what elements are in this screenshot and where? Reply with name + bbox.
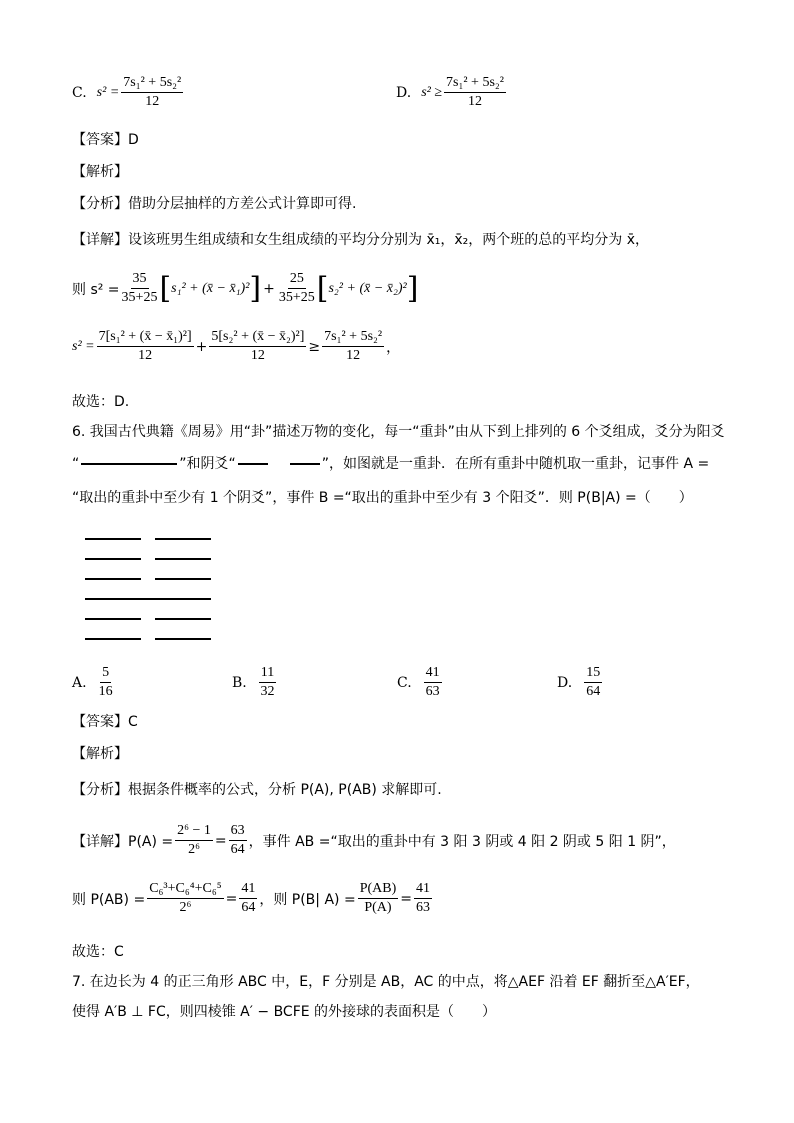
hexagram-figure <box>85 532 213 647</box>
fraction-numerator: 5 <box>100 664 111 683</box>
fraction-numerator: 25 <box>288 270 306 289</box>
equation-prefix: 则 s² = <box>72 281 120 298</box>
yin-yao-symbol <box>238 463 320 465</box>
q6-analysis-heading: 【解析】 <box>72 746 128 762</box>
fraction-numerator: 7s₁² + 5s₂² <box>121 74 183 93</box>
fraction-numerator: P(AB) <box>358 880 399 899</box>
yin-yao-segment <box>85 578 141 580</box>
yang-yao-symbol <box>81 463 177 465</box>
text-segment: ，则 P(B| A) = <box>259 891 356 908</box>
fraction-denominator: 2⁶ <box>188 842 200 857</box>
q7-stem-line-1: 7. 在边长为 4 的正三角形 ABC 中，E，F 分别是 AB，AC 的中点，将△AEF 沿着 EF 翻折至△A′EF， <box>72 974 700 990</box>
fraction-denominator: P(A) <box>364 900 392 915</box>
fraction-numerator: 15 <box>584 664 602 683</box>
yin-yao-segment <box>155 618 211 620</box>
option-lhs: s² ≥ <box>421 84 443 100</box>
fraction-denominator: 12 <box>138 348 153 363</box>
fraction-denominator: 2⁶ <box>179 900 192 915</box>
plus-sign: + <box>263 280 275 297</box>
yin-yao-segment <box>155 558 211 560</box>
equation-fraction <box>175 822 213 859</box>
fraction-numerator: 41 <box>239 880 257 899</box>
text-segment: ，事件 AB =“取出的重卦中有 3 阳 3 阴或 4 阳 2 阴或 5 阳 1 阴”， <box>248 833 676 850</box>
fraction-numerator: 11 <box>259 664 276 683</box>
right-bracket: ] <box>406 270 419 306</box>
q6-stem-line-2 <box>72 454 709 474</box>
option-fraction <box>424 664 442 701</box>
option-fraction <box>121 74 183 111</box>
fraction-denominator: 12 <box>145 94 160 109</box>
right-bracket: ] <box>249 270 262 306</box>
equation-fraction <box>279 270 315 307</box>
equation-fraction <box>358 880 399 917</box>
option-label: C. <box>72 84 87 101</box>
text-segment: ”和阴爻“ <box>179 456 236 472</box>
q6-conclusion: 故选：C <box>72 944 124 960</box>
q6-option-d <box>557 664 604 701</box>
q5-fenxi: 【分析】借助分层抽样的方差公式计算即可得. <box>72 196 357 212</box>
equation-prefix: s² = <box>72 338 95 354</box>
q7-stem-line-2: 使得 A′B ⊥ FC，则四棱锥 A′ − BCFE 的外接球的表面积是（ ） <box>72 1004 497 1020</box>
fraction-denominator: 35+25 <box>278 290 315 305</box>
equals-sign: = <box>214 832 227 849</box>
fraction-denominator: 35+25 <box>121 290 158 305</box>
fraction-numerator: C₆³+C₆⁴+C₆⁵ <box>147 880 223 899</box>
text-segment: ”，如图就是一重卦．在所有重卦中随机取一重卦，记事件 A = <box>321 456 710 472</box>
equation-prefix: 【详解】P(A) = <box>72 833 174 850</box>
fraction-denominator: 64 <box>586 684 601 699</box>
fraction-numerator: 7[s₁² + (x̄ − x̄₁)²] <box>97 328 194 347</box>
equation-fraction <box>147 880 223 917</box>
q6-answer: 【答案】C <box>72 714 138 730</box>
q6-detail-equation <box>72 822 676 859</box>
fraction-numerator: 2⁶ − 1 <box>175 822 213 841</box>
q6-option-c <box>397 664 444 701</box>
yin-yao-segment <box>155 538 211 540</box>
equation-fraction <box>414 880 432 917</box>
bracket-content: s₁² + (x̄ − x̄₁)² <box>171 280 250 296</box>
option-fraction <box>99 664 113 701</box>
q6-stem-line-1: 6. 我国古代典籍《周易》用“卦”描述万物的变化，每一“重卦”由从下到上排列的 6 个爻组成，爻分为阳爻 <box>72 424 725 440</box>
equals-sign: = <box>225 890 238 907</box>
equation-fraction <box>322 328 384 365</box>
yin-yao-segment <box>155 638 211 640</box>
option-label: D. <box>557 674 573 691</box>
equation-fraction <box>229 822 247 859</box>
q5-option-d <box>396 74 508 111</box>
fraction-numerator: 41 <box>414 880 432 899</box>
option-label: C. <box>397 674 412 691</box>
q6-pab-equation <box>72 880 434 917</box>
yin-yao-segment <box>85 538 141 540</box>
fraction-numerator: 35 <box>131 270 149 289</box>
q6-fenxi: 【分析】根据条件概率的公式，分析 P(A), P(AB) 求解即可. <box>72 782 442 798</box>
option-label: A. <box>72 674 87 691</box>
fraction-denominator: 12 <box>346 348 361 363</box>
fraction-denominator: 12 <box>468 94 482 109</box>
fraction-denominator: 16 <box>98 684 113 699</box>
fraction-denominator: 12 <box>250 348 265 363</box>
q5-conclusion: 故选：D. <box>72 394 130 410</box>
ge-sign: ≥ <box>308 338 321 355</box>
q5-answer: 【答案】D <box>72 132 139 148</box>
option-fraction <box>584 664 602 701</box>
fraction-numerator: 41 <box>424 664 442 683</box>
quote-open: “ <box>72 456 80 472</box>
bracket-content: s₂² + (x̄ − x̄₂)² <box>328 280 407 296</box>
yang-yao-line <box>85 598 211 600</box>
yin-yao-segment <box>85 638 141 640</box>
fraction-numerator: 7s₁² + 5s₂² <box>322 328 384 347</box>
q6-option-b <box>232 664 278 701</box>
left-bracket: [ <box>316 270 329 306</box>
plus-sign: + <box>195 338 208 355</box>
punctuation: ， <box>386 339 401 356</box>
yin-yao-segment <box>85 618 141 620</box>
q6-option-a <box>72 664 115 701</box>
equation-prefix: 则 P(AB) = <box>72 891 146 908</box>
q5-analysis-heading: 【解析】 <box>72 164 128 180</box>
fraction-numerator: 5[s₂² + (x̄ − x̄₂)²] <box>209 328 306 347</box>
option-lhs: s² = <box>96 84 120 100</box>
q5-equation-2 <box>72 328 400 365</box>
fraction-denominator: 64 <box>230 842 245 857</box>
option-fraction <box>444 74 506 111</box>
equation-fraction <box>97 328 194 365</box>
fraction-denominator: 64 <box>241 900 256 915</box>
yin-yao-segment <box>85 558 141 560</box>
fraction-denominator: 63 <box>425 684 440 699</box>
option-fraction <box>259 664 276 701</box>
fraction-denominator: 32 <box>260 684 275 699</box>
yin-yao-segment <box>155 578 211 580</box>
left-bracket: [ <box>159 270 172 306</box>
q6-options <box>72 664 712 708</box>
equation-fraction <box>209 328 306 365</box>
q5-option-c <box>72 74 185 111</box>
equation-fraction <box>239 880 257 917</box>
equation-fraction <box>122 270 158 307</box>
fraction-denominator: 63 <box>415 900 430 915</box>
q5-detail: 【详解】设该班男生组成绩和女生组成绩的平均分分别为 x̄₁，x̄₂，两个班的总的平均分为 x̄， <box>72 232 649 248</box>
equals-sign: = <box>400 890 412 907</box>
q6-stem-line-3: “取出的重卦中至少有 1 个阴爻”，事件 B =“取出的重卦中至少有 3 个阳爻”．则 P(B|A) =（ ） <box>72 490 693 506</box>
fraction-numerator: 63 <box>229 822 247 841</box>
fraction-numerator: 7s₁² + 5s₂² <box>444 74 506 93</box>
option-label: B. <box>232 674 247 691</box>
q5-equation-1 <box>72 270 418 307</box>
option-label: D. <box>396 84 412 101</box>
